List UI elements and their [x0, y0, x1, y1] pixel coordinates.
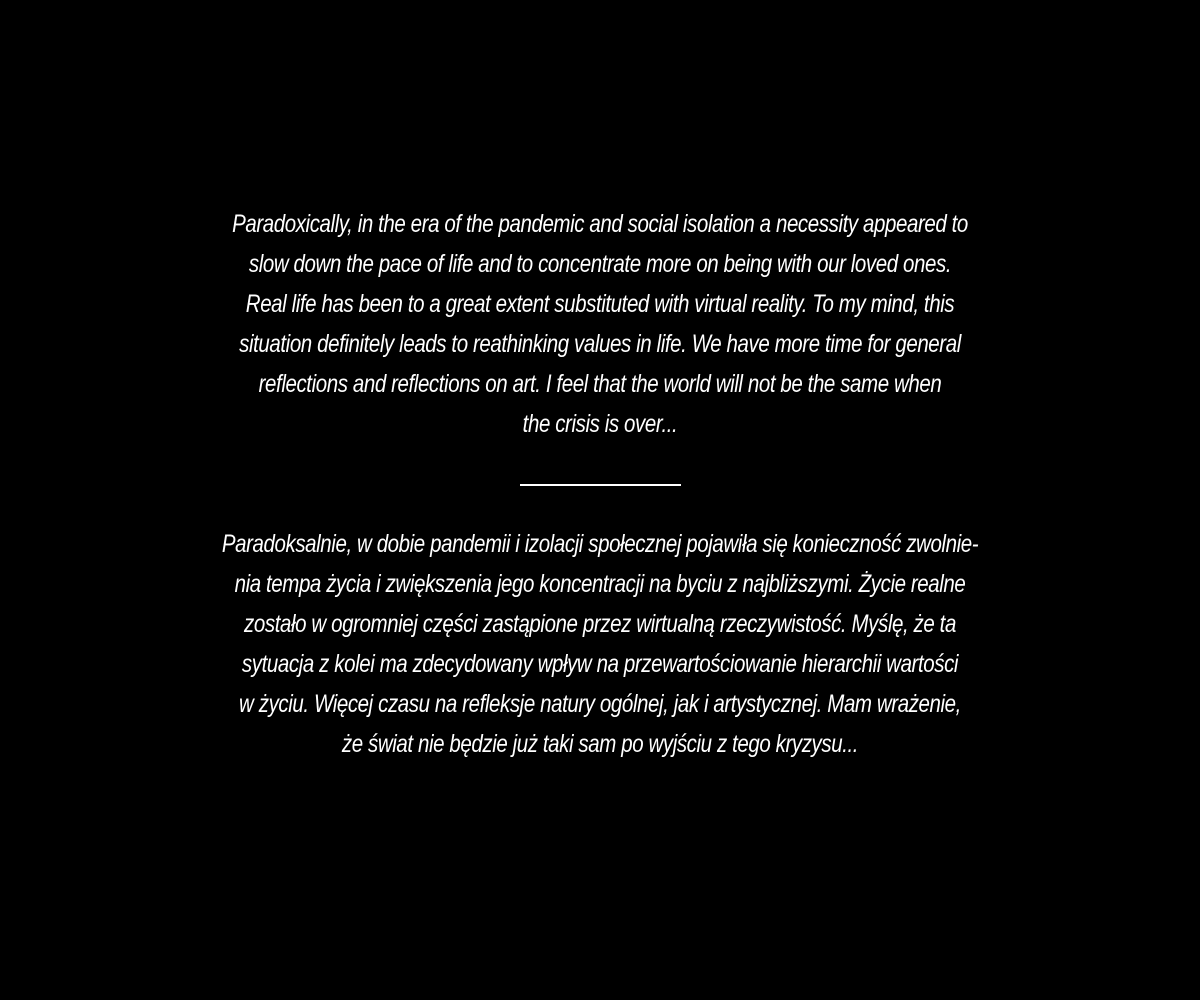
english-line-5: reflections and reflections on art. I feel that the world will not be the same when [258, 370, 942, 398]
divider-line [520, 484, 681, 486]
english-paragraph [108, 204, 1092, 444]
polish-line-2: nia tempa życia i zwiększenia jego koncentracji na byciu z najbliższymi. Życie realne [234, 570, 966, 598]
polish-paragraph [108, 524, 1092, 764]
english-line-4: situation definitely leads to reathinking values in life. We have more time for general [239, 330, 961, 358]
polish-line-4: sytuacja z kolei ma zdecydowany wpływ na przewartościowanie hierarchii wartości [241, 650, 959, 678]
english-line-2: slow down the pace of life and to concentrate more on being with our loved ones. [248, 250, 952, 278]
polish-line-1: Paradoksalnie, w dobie pandemii i izolacji społecznej pojawiła się konieczność zwolnie- [221, 530, 979, 558]
polish-line-3: zostało w ogromniej części zastąpione przez wirtualną rzeczywistość. Myślę, że ta [244, 610, 956, 638]
english-line-6: the crisis is over... [522, 410, 678, 438]
english-line-1: Paradoxically, in the era of the pandemic and social isolation a necessity appeared to [232, 210, 968, 238]
polish-line-6: że świat nie będzie już taki sam po wyjściu z tego kryzysu... [341, 730, 859, 758]
polish-line-5: w życiu. Więcej czasu na refleksje natury ogólnej, jak i artystycznej. Mam wrażenie, [239, 690, 961, 718]
english-line-3: Real life has been to a great extent substituted with virtual reality. To my mind, this [245, 290, 955, 318]
